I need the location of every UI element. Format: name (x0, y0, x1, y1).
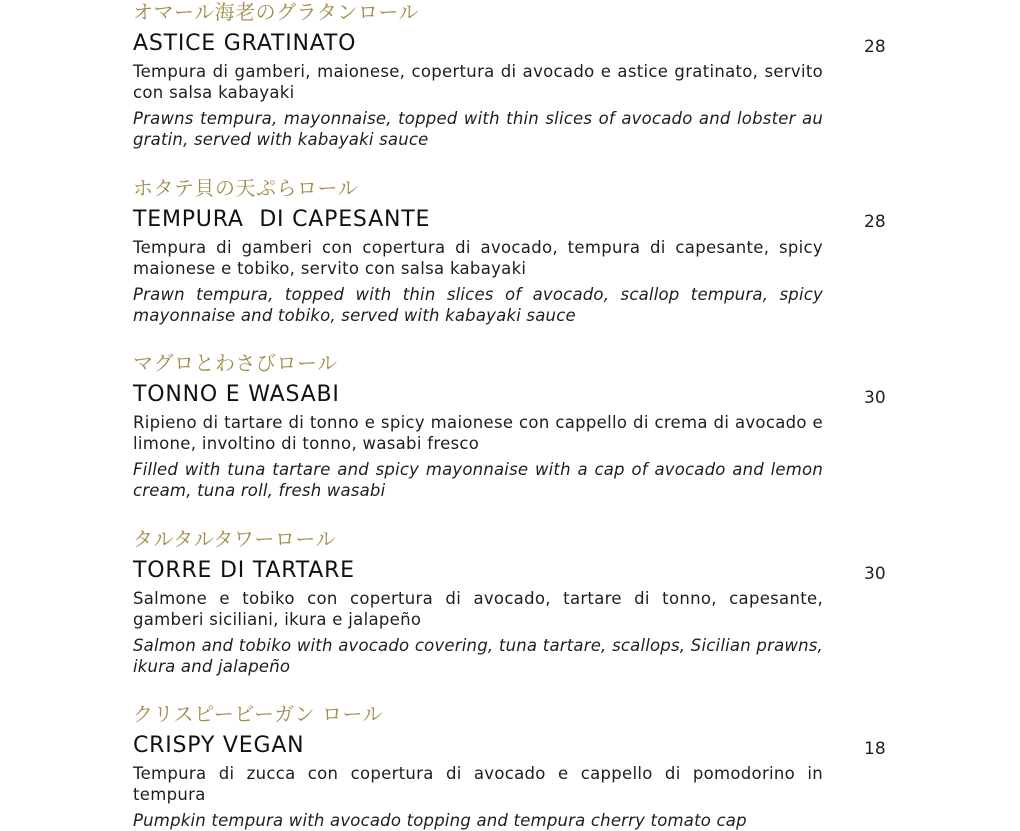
item-name: CRISPY VEGAN (133, 733, 305, 758)
item-japanese-name: タルタルタワーロール (133, 527, 336, 551)
item-name: TEMPURA DI CAPESANTE (133, 207, 431, 232)
item-japanese-name: オマール海老のグラタンロール (133, 0, 419, 24)
item-japanese-name: マグロとわさびロール (133, 351, 338, 375)
item-japanese-name: ホタテ貝の天ぷらロール (133, 176, 359, 200)
item-name: TONNO E WASABI (133, 382, 340, 407)
item-description-italian: Salmone e tobiko con copertura di avocado, tartare di tonno, capesante, gamberi siciliani, ikura e jalapeño (133, 589, 823, 629)
menu-item-tonno-e-wasabi (133, 352, 893, 501)
item-description-italian: Tempura di gamberi con copertura di avocado, tempura di capesante, spicy maionese e tobiko, servito con salsa kabayaki (133, 238, 823, 278)
item-description-english: Salmon and tobiko with avocado covering, tuna tartare, scallops, Sicilian prawns, ikura and jalapeño (133, 636, 823, 676)
item-description-english: Filled with tuna tartare and spicy mayonnaise with a cap of avocado and lemon cream, tuna roll, fresh wasabi (133, 460, 823, 500)
item-price: 30 (864, 388, 886, 408)
item-description-english: Pumpkin tempura with avocado topping and tempura cherry tomato cap (133, 811, 747, 830)
item-description-english: Prawns tempura, mayonnaise, topped with thin slices of avocado and lobster au gratin, served with kabayaki sauce (133, 109, 823, 149)
menu-item-astice-gratinato (133, 1, 893, 150)
menu-item-torre-di-tartare (133, 528, 893, 677)
item-japanese-name: クリスピービーガン ロール (133, 702, 384, 726)
item-description-italian: Tempura di zucca con copertura di avocado e cappello di pomodorino in tempura (133, 764, 823, 804)
item-price: 28 (864, 212, 886, 232)
item-description-italian: Tempura di gamberi, maionese, copertura di avocado e astice gratinato, servito con salsa kabayaki (133, 62, 823, 102)
item-price: 18 (864, 739, 886, 759)
item-description-english: Prawn tempura, topped with thin slices of avocado, scallop tempura, spicy mayonnaise and tobiko, served with kabayaki sauce (133, 285, 823, 325)
item-name: TORRE DI TARTARE (133, 558, 355, 583)
item-price: 28 (864, 37, 886, 57)
item-price: 30 (864, 564, 886, 584)
menu-item-tempura-di-capesante (133, 177, 893, 326)
item-description-italian: Ripieno di tartare di tonno e spicy maionese con cappello di crema di avocado e limone, involtino di tonno, wasabi fresco (133, 413, 823, 453)
menu-item-crispy-vegan (133, 703, 893, 831)
item-name: ASTICE GRATINATO (133, 31, 357, 56)
